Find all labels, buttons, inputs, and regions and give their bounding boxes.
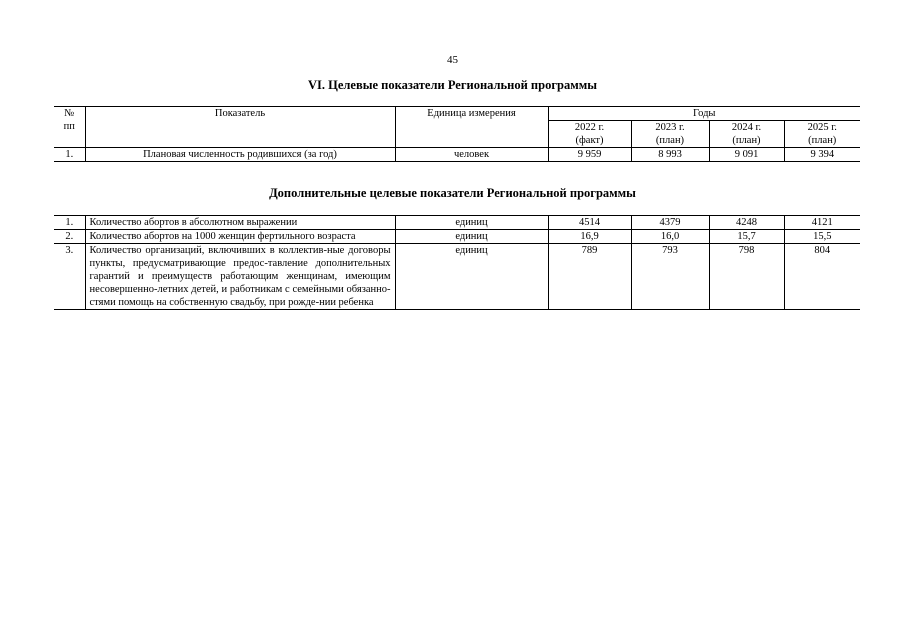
row-value-2024: 4248 — [709, 216, 784, 230]
row-value-2022: 789 — [548, 244, 631, 310]
target-indicators-table — [54, 106, 860, 162]
row-unit: единиц — [395, 216, 548, 230]
row-num: 1. — [54, 216, 85, 230]
row-value-2024: 15,7 — [709, 230, 784, 244]
row-indicator: Плановая численность родившихся (за год) — [85, 148, 395, 162]
row-value-2025: 9 394 — [784, 148, 860, 162]
row-unit: единиц — [395, 230, 548, 244]
row-value-2025: 804 — [784, 244, 860, 310]
row-indicator: Количество абортов в абсолютном выражении — [85, 216, 395, 230]
header-year-2025: 2025 г. (план) — [784, 121, 860, 148]
row-indicator: Количество организаций, включивших в коллектив-ные договоры пункты, предусматривающие предос-тавление дополнительных гарантий и преимуществ работающим женщинам, имеющим несовершенно-летних детей, и работникам с семейными обязанно-стями помощь на собственную свадьбу, при рожде-нии ребенка — [85, 244, 395, 310]
table-row — [54, 216, 860, 230]
page-number: 45 — [447, 54, 458, 66]
additional-indicators-table — [54, 215, 860, 310]
section-title: VI. Целевые показатели Региональной программы — [307, 78, 598, 92]
header-year-2023: 2023 г. (план) — [631, 121, 709, 148]
table-row — [54, 148, 860, 162]
row-value-2025: 15,5 — [784, 230, 860, 244]
header-year-2022: 2022 г. (факт) — [548, 121, 631, 148]
row-unit: единиц — [395, 244, 548, 310]
row-value-2022: 9 959 — [548, 148, 631, 162]
row-indicator: Количество абортов на 1000 женщин фертильного возраста — [85, 230, 395, 244]
row-unit: человек — [395, 148, 548, 162]
header-unit: Единица измерения — [395, 107, 548, 148]
row-value-2023: 8 993 — [631, 148, 709, 162]
table-row — [54, 244, 860, 310]
header-year-2024: 2024 г. (план) — [709, 121, 784, 148]
row-value-2023: 793 — [631, 244, 709, 310]
row-value-2023: 4379 — [631, 216, 709, 230]
row-value-2024: 9 091 — [709, 148, 784, 162]
row-num: 1. — [54, 148, 85, 162]
row-value-2022: 16,9 — [548, 230, 631, 244]
subsection-title: Дополнительные целевые показатели Региональной программы — [269, 186, 636, 200]
row-num: 2. — [54, 230, 85, 244]
row-value-2022: 4514 — [548, 216, 631, 230]
row-num: 3. — [54, 244, 85, 310]
header-years: Годы — [548, 107, 860, 121]
row-value-2025: 4121 — [784, 216, 860, 230]
header-indicator: Показатель — [85, 107, 395, 148]
table-row — [54, 230, 860, 244]
header-num: № пп — [54, 107, 85, 148]
row-value-2024: 798 — [709, 244, 784, 310]
row-value-2023: 16,0 — [631, 230, 709, 244]
